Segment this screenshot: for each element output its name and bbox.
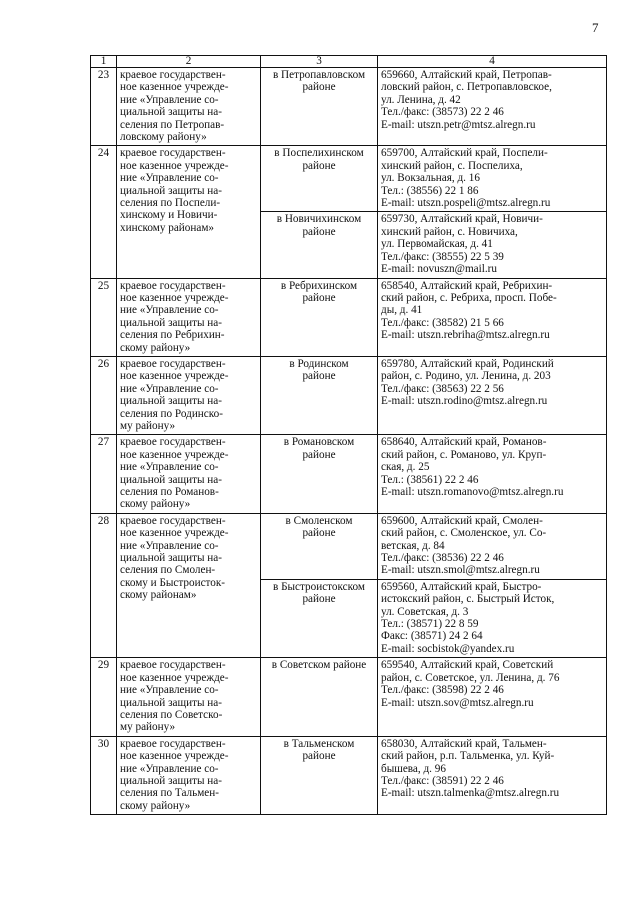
row-number: 23 — [91, 68, 117, 146]
institution-name-text: краевое государствен- ное казенное учрежде- ние «Управление со- циальной защиты на- селения по Романов- скому району» — [120, 436, 229, 511]
district — [261, 212, 378, 278]
table-row — [91, 435, 607, 513]
institution-name — [117, 68, 261, 146]
column-header-2: 2 — [117, 56, 261, 68]
district-text: в Тальменском районе — [283, 737, 355, 763]
district — [261, 356, 378, 434]
district — [261, 435, 378, 513]
contact-address-text: 658540, Алтайский край, Ребрихин- ский район, с. Ребриха, просп. Побе- ды, д. 41 Тел./факс: (38582) 21 5 66 E-mail: utszn.rebriha@mtsz.alregn.ru — [381, 279, 557, 342]
page-number: 7 — [592, 20, 599, 35]
row-number: 27 — [91, 435, 117, 513]
institution-name — [117, 146, 261, 278]
contact-address-text: 659730, Алтайский край, Новичи- хинский район, с. Новичиха, ул. Первомайская, д. 41 Тел./факс: (38555) 22 5 39 E-mail: novuszn@mail.ru — [381, 213, 543, 276]
contact-address-text: 659560, Алтайский край, Быстро- истокский район, с. Быстрый Исток, ул. Советская, д. 3 Тел.: (38571) 22 8 59 Факс: (38571) 24 2 64 E-mail: socbistok@yandex.ru — [381, 580, 555, 655]
table-row — [91, 736, 607, 814]
offices-table — [90, 55, 607, 815]
institution-name-text: краевое государствен- ное казенное учрежде- ние «Управление со- циальной защиты на- селения по Ребрихин- скому району» — [120, 279, 229, 354]
row-number: 29 — [91, 658, 117, 736]
institution-name-text: краевое государствен- ное казенное учрежде- ние «Управление со- циальной защиты на- селения по Петропав- ловскому району» — [120, 69, 229, 144]
contact-address — [378, 658, 607, 736]
row-number: 28 — [91, 513, 117, 657]
table-row — [91, 146, 607, 212]
contact-address — [378, 579, 607, 657]
contact-address — [378, 435, 607, 513]
table-body — [91, 68, 607, 815]
contact-address — [378, 146, 607, 212]
institution-name — [117, 736, 261, 814]
row-number: 25 — [91, 278, 117, 356]
contact-address-text: 659700, Алтайский край, Поспели- хинский район, с. Поспелиха, ул. Вокзальная, д. 16 Тел.: (38556) 22 1 86 E-mail: utszn.pospeli@mtsz.alregn.ru — [381, 147, 551, 210]
district — [261, 278, 378, 356]
contact-address — [378, 68, 607, 146]
district — [261, 658, 378, 736]
table-row — [91, 513, 607, 579]
district-text: в Смоленском районе — [285, 514, 353, 540]
contact-address — [378, 278, 607, 356]
district-text: в Романовском районе — [283, 436, 355, 461]
contact-address-text: 659660, Алтайский край, Петропав- ловский район, с. Петропавловское, ул. Ленина, д. 42 Тел./факс: (38573) 22 2 46 E-mail: utszn.petr@mtsz.alregn.ru — [381, 69, 552, 131]
column-header-4: 4 — [378, 56, 607, 68]
institution-name — [117, 658, 261, 736]
district-text: в Петропавловском районе — [272, 69, 366, 94]
contact-address — [378, 736, 607, 814]
contact-address — [378, 212, 607, 278]
row-number: 24 — [91, 146, 117, 278]
district — [261, 513, 378, 579]
district-text: в Быстроистокском районе — [273, 580, 365, 606]
institution-name — [117, 278, 261, 356]
institution-name — [117, 356, 261, 434]
contact-address-text: 659780, Алтайский край, Родинский район, с. Родино, ул. Ленина, д. 203 Тел./факс: (38563) 22 2 56 E-mail: utszn.rodino@mtsz.alregn.ru — [381, 357, 554, 408]
institution-name — [117, 435, 261, 513]
contact-address-text: 659540, Алтайский край, Советский район, с. Советское, ул. Ленина, д. 76 Тел./факс: (38598) 22 2 46 E-mail: utszn.sov@mtsz.alregn.ru — [381, 659, 560, 709]
column-header-1: 1 — [91, 56, 117, 68]
row-number: 30 — [91, 736, 117, 814]
contact-address — [378, 356, 607, 434]
district — [261, 579, 378, 657]
district — [261, 146, 378, 212]
header-row — [91, 56, 607, 68]
table-row — [91, 278, 607, 356]
institution-name-text: краевое государствен- ное казенное учрежде- ние «Управление со- циальной защиты на- селения по Поспели- хинскому и Новичи- хинскому районам» — [120, 147, 229, 234]
district — [261, 68, 378, 146]
institution-name-text: краевое государствен- ное казенное учрежде- ние «Управление со- циальной защиты на- селения по Родинско- му району» — [120, 357, 229, 432]
column-header-3: 3 — [261, 56, 378, 68]
contact-address-text: 658640, Алтайский край, Романов- ский район, с. Романово, ул. Круп- ская, д. 25 Тел.: (38561) 22 2 46 E-mail: utszn.romanovo@mtsz.alregn.ru — [381, 436, 564, 498]
district-text: в Ребрихинском районе — [280, 279, 358, 304]
institution-name-text: краевое государствен- ное казенное учрежде- ние «Управление со- циальной защиты на- селения по Тальмен- скому району» — [120, 737, 229, 812]
district-text: в Новичихинском районе — [276, 213, 362, 238]
contact-address-text: 659600, Алтайский край, Смолен- ский район, с. Смоленское, ул. Со- ветская, д. 84 Тел./факс: (38536) 22 2 46 E-mail: utszn.smol@mtsz.alregn.ru — [381, 514, 547, 577]
district-text: в Родинском районе — [289, 357, 349, 383]
table-row — [91, 68, 607, 146]
contact-address — [378, 513, 607, 579]
district — [261, 736, 378, 814]
table-row — [91, 658, 607, 736]
institution-name-text: краевое государствен- ное казенное учрежде- ние «Управление со- циальной защиты на- селения по Советско- му району» — [120, 659, 229, 734]
table-row — [91, 356, 607, 434]
district-text: в Советском районе — [271, 659, 367, 672]
institution-name-text: краевое государствен- ное казенное учрежде- ние «Управление со- циальной защиты на- селения по Смолен- скому и Быстроисток- скому районам» — [120, 514, 229, 602]
district-text: в Поспелихинском районе — [274, 147, 364, 172]
row-number: 26 — [91, 356, 117, 434]
contact-address-text: 658030, Алтайский край, Тальмен- ский район, р.п. Тальменка, ул. Куй- бышева, д. 96 Тел./факс: (38591) 22 2 46 E-mail: utszn.talmenka@mtsz.alregn.ru — [381, 737, 560, 800]
institution-name — [117, 513, 261, 657]
